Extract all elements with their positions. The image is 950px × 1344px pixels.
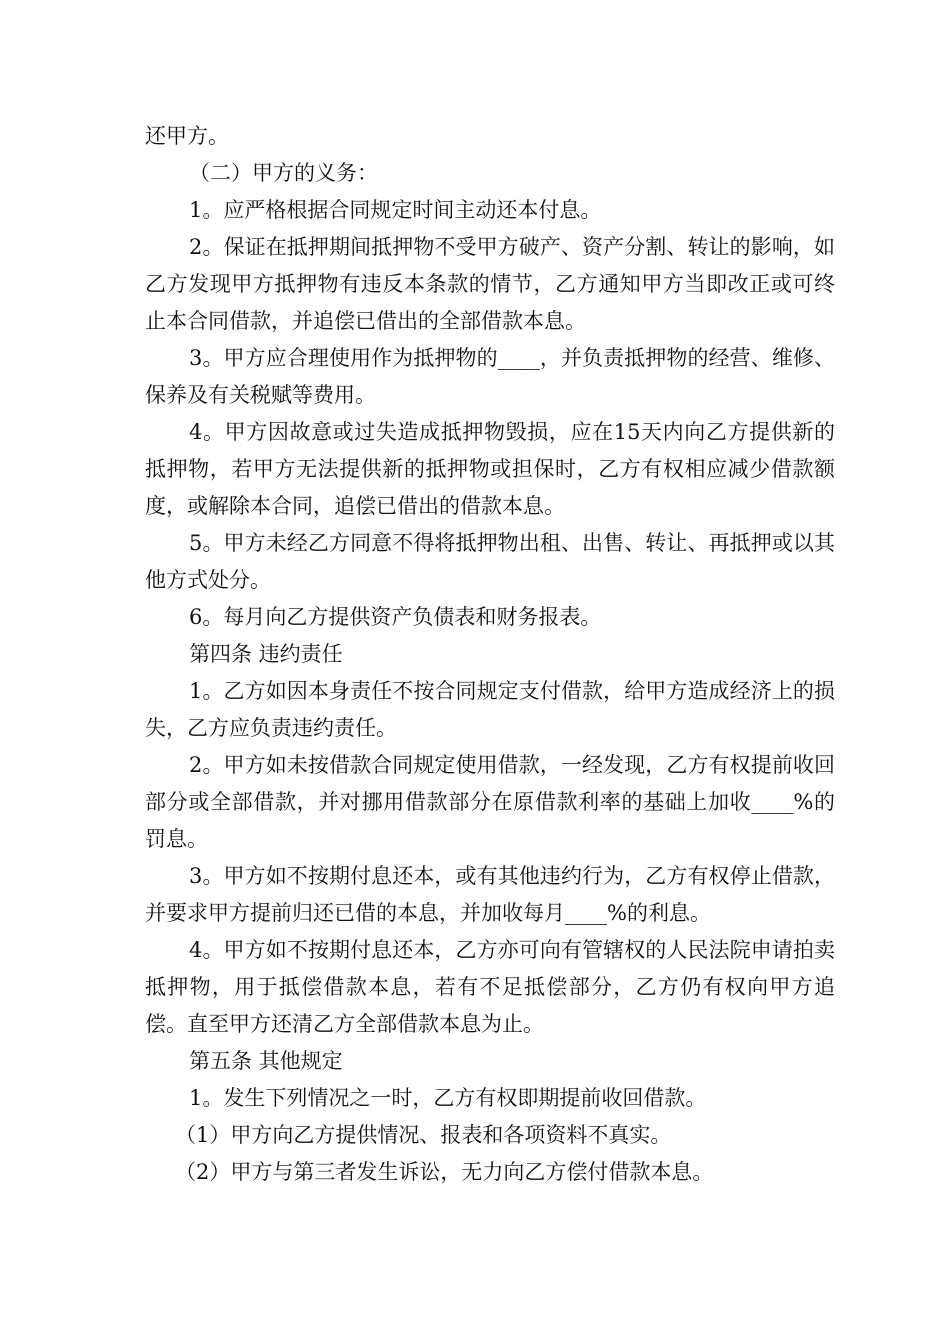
condition-item-1: （1）甲方向乙方提供情况、报表和各项资料不真实。 — [175, 1123, 672, 1147]
liability-item-2: 2。甲方如未按借款合同规定使用借款，一经发现，乙方有权提前收回部分或全部借款，并对挪用借款部分在原借款利率的基础上加收____%的罚息。 — [145, 753, 835, 851]
document-body — [145, 118, 835, 1191]
article-4-heading: 第四条 违约责任 — [189, 642, 343, 666]
obligation-item-1: 1。应严格根据合同规定时间主动还本付息。 — [189, 198, 602, 222]
obligation-item-3: 3。甲方应合理使用作为抵押物的____，并负责抵押物的经营、维修、保养及有关税赋等费用。 — [145, 346, 835, 407]
obligation-item-6: 6。每月向乙方提供资产负债表和财务报表。 — [189, 605, 602, 629]
liability-item-1: 1。乙方如因本身责任不按合同规定支付借款，给甲方造成经济上的损失，乙方应负责违约责任。 — [145, 679, 835, 740]
other-provision-item-1: 1。发生下列情况之一时，乙方有权即期提前收回借款。 — [189, 1086, 707, 1110]
section-obligations-heading: （二）甲方的义务： — [189, 161, 378, 185]
condition-item-2: （2）甲方与第三者发生诉讼，无力向乙方偿付借款本息。 — [175, 1160, 714, 1184]
liability-item-3: 3。甲方如不按期付息还本，或有其他违约行为，乙方有权停止借款，并要求甲方提前归还已借的本息，并加收每月____%的利息。 — [145, 864, 835, 925]
obligation-item-5: 5。甲方未经乙方同意不得将抵押物出租、出售、转让、再抵押或以其他方式处分。 — [145, 531, 835, 592]
article-5-heading: 第五条 其他规定 — [189, 1049, 343, 1073]
obligation-item-4: 4。甲方因故意或过失造成抵押物毁损，应在15天内向乙方提供新的抵押物，若甲方无法提供新的抵押物或担保时，乙方有权相应减少借款额度，或解除本合同，追偿已借出的借款本息。 — [145, 420, 835, 518]
obligation-item-2: 2。保证在抵押期间抵押物不受甲方破产、资产分割、转让的影响，如乙方发现甲方抵押物有违反本条款的情节，乙方通知甲方当即改正或可终止本合同借款，并追偿已借出的全部借款本息。 — [145, 235, 835, 333]
liability-item-4: 4。甲方如不按期付息还本，乙方亦可向有管辖权的人民法院申请拍卖抵押物，用于抵偿借款本息，若有不足抵偿部分，乙方仍有权向甲方追偿。直至甲方还清乙方全部借款本息为止。 — [145, 938, 835, 1036]
paragraph-continuation: 还甲方。 — [145, 124, 229, 148]
